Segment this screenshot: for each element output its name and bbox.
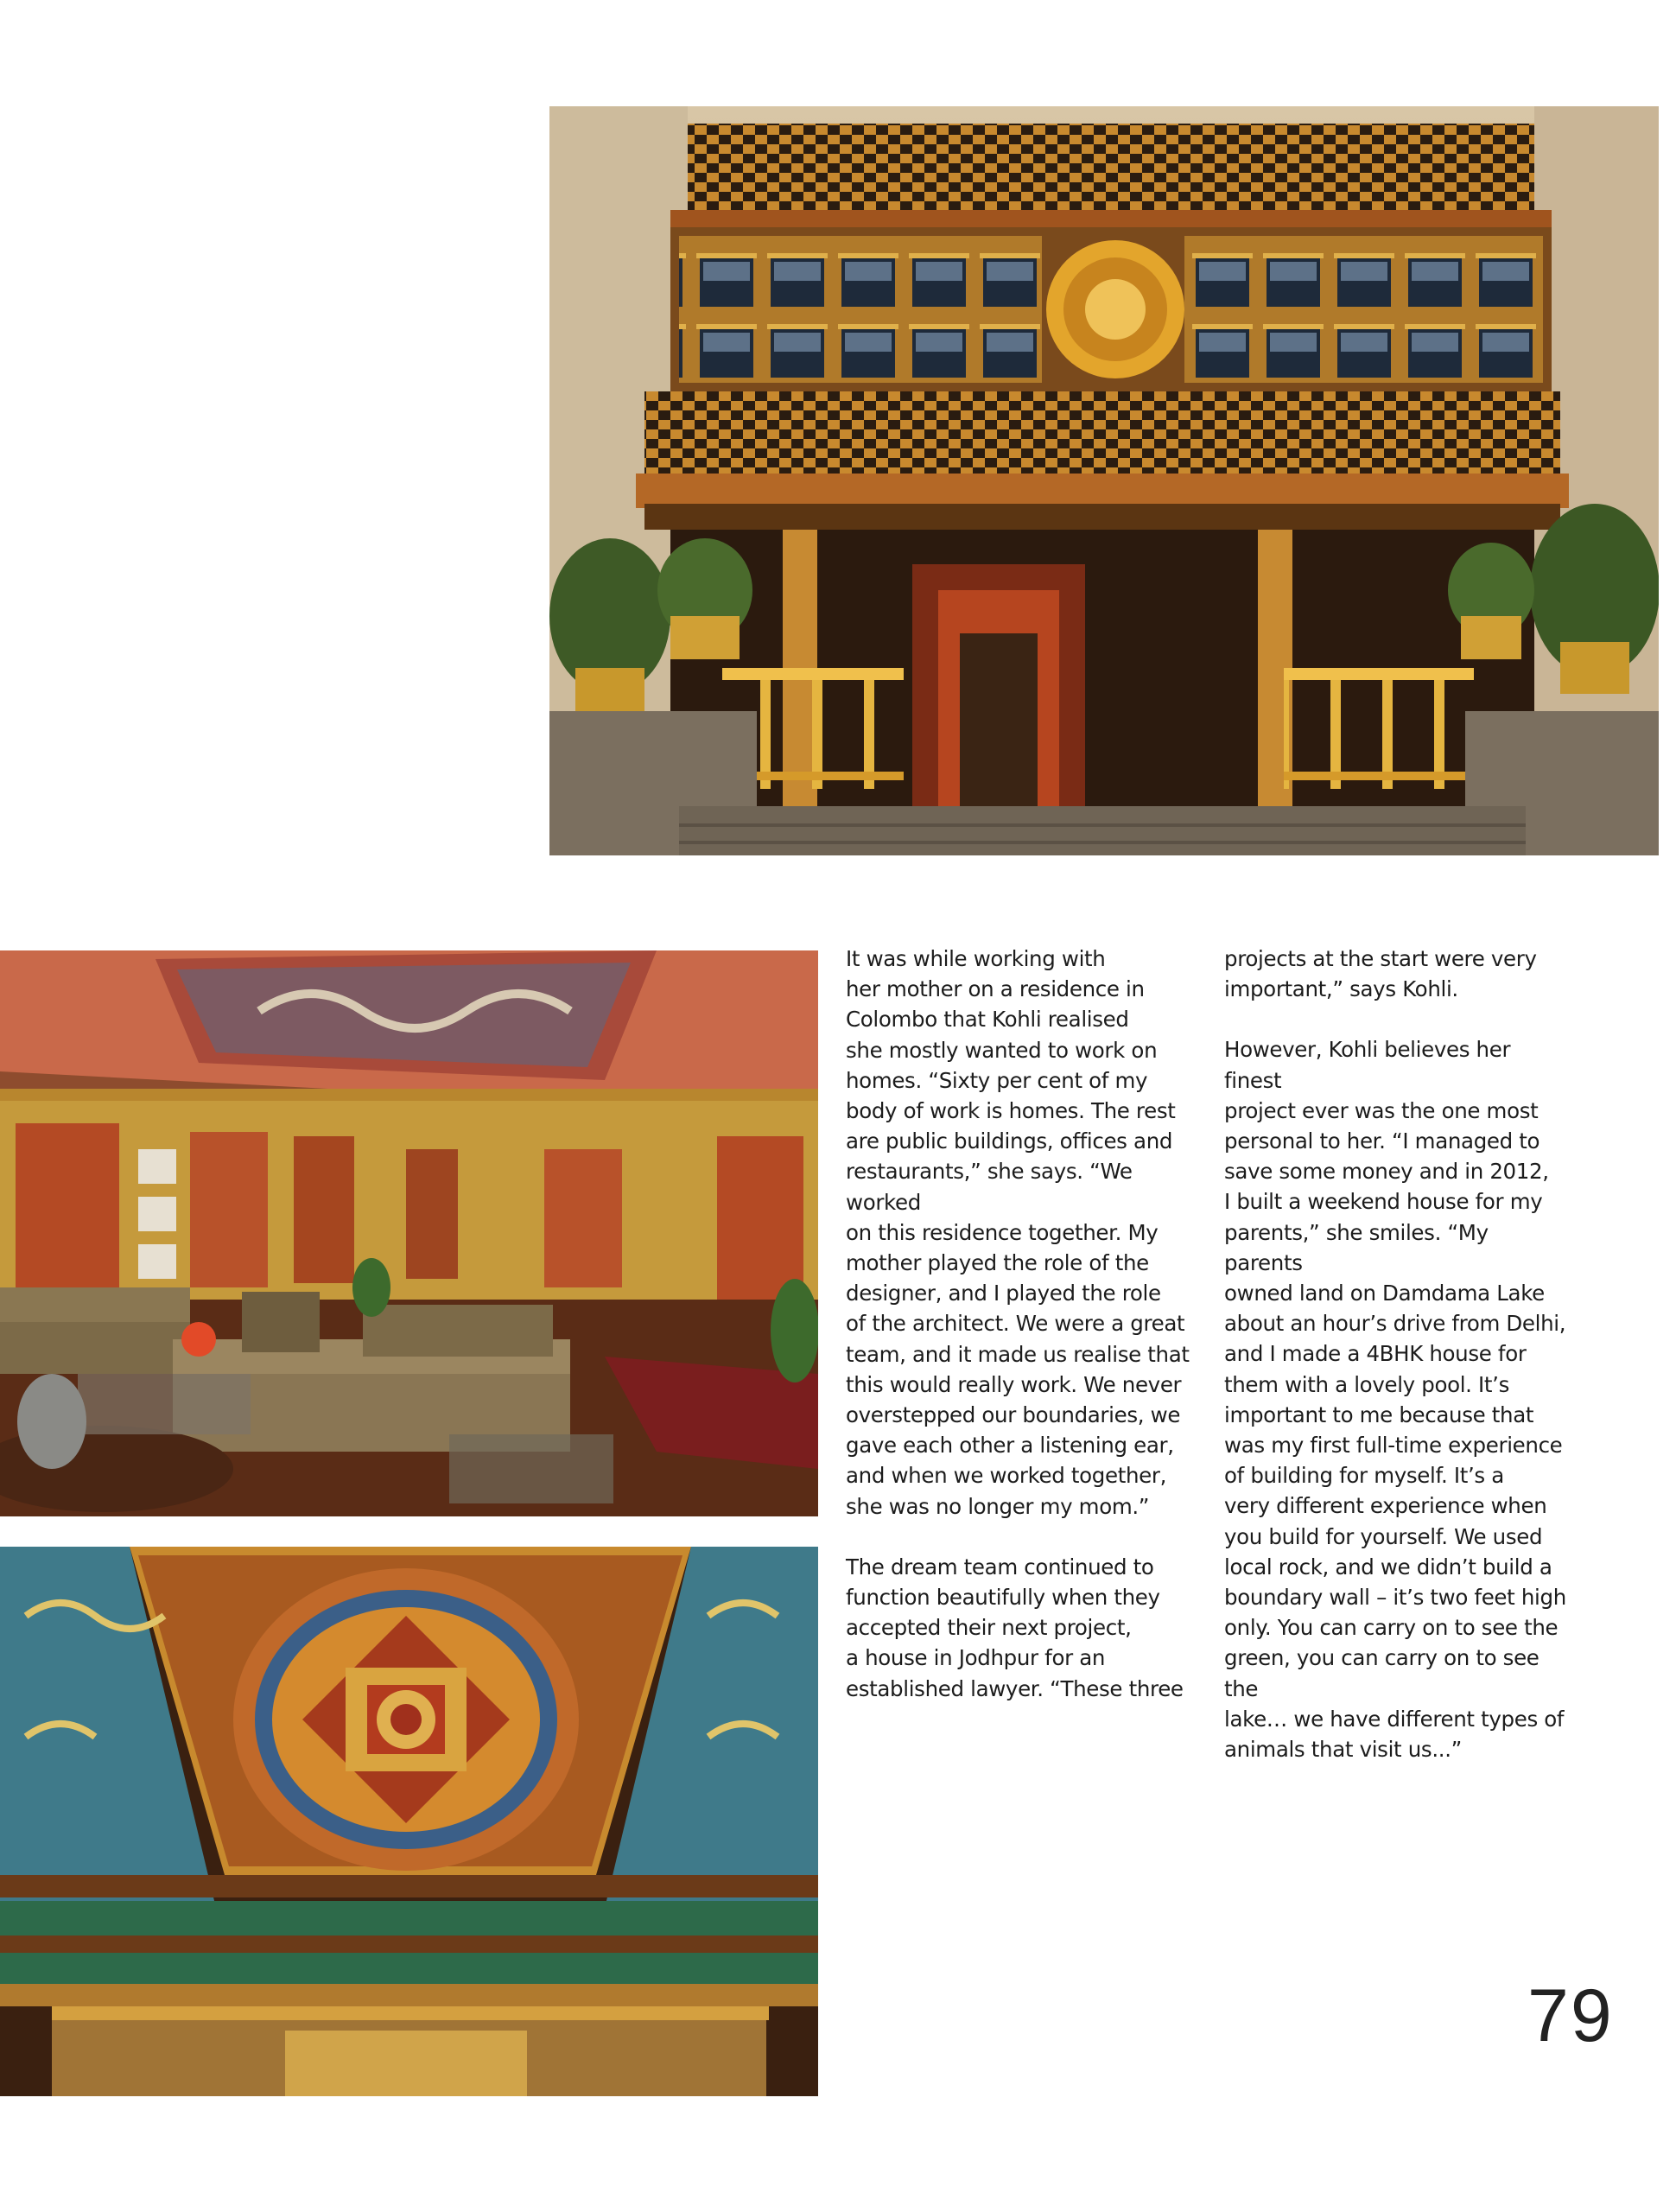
- page-number: 79: [1527, 1974, 1614, 2057]
- facade-photo: [549, 106, 1659, 855]
- paragraph: However, Kohli believes her finest project ever was the one most personal to her. “I managed to save some money and in 2012, I built a weekend house for my parents,” she smiles. “My parents owned land on Damdama Lake about an hour’s drive from Delhi, and I made a 4BHK house for them with a lovely pool. It’s important to me because that was my first full-time experience of building for myself. It’s a very different experience when you build for yourself. We used local rock, and we didn’t build a boundary wall – it’s two feet high only. You can carry on to see the green, you can carry on to see the lake… we have different types of animals that visit us...”: [1224, 1037, 1566, 1763]
- article-column-right: [1224, 944, 1570, 1795]
- article-column-left: [846, 944, 1191, 1734]
- paragraph: projects at the start were very important,” says Kohli.: [1224, 946, 1537, 1002]
- ceiling-photo: [0, 1547, 818, 2096]
- living-room-photo: [0, 950, 818, 1516]
- paragraph: The dream team continued to function beautifully when they accepted their next project, a house in Jodhpur for an established lawyer. “These three: [846, 1554, 1184, 1701]
- paragraph: It was while working with her mother on a residence in Colombo that Kohli realised she mostly wanted to work on homes. “Sixty per cent of my body of work is homes. The rest are public buildings, offices and restaurants,” she says. “We worked on this residence together. My mother played the role of the designer, and I played the role of the architect. We were a great team, and it made us realise that this would really work. We never overstepped our boundaries, we gave each other a listening ear, and when we worked together, she was no longer my mom.”: [846, 946, 1190, 1519]
